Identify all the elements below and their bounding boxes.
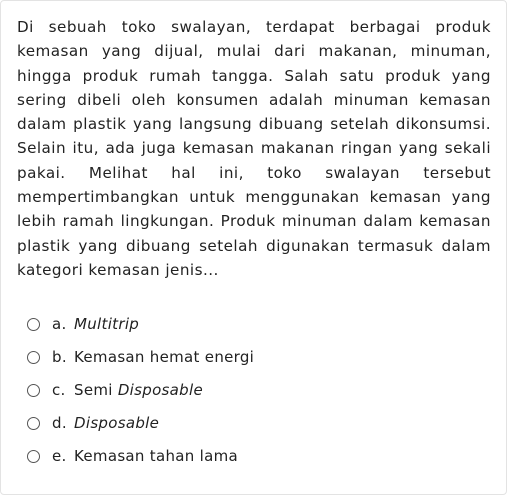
option-label [74,348,254,366]
option-label-plain: Kemasan tahan lama [74,447,239,465]
radio-button[interactable] [27,417,40,430]
option-letter: b. [52,348,67,366]
option-letter: c. [52,381,66,399]
option-label [74,447,238,465]
option-a[interactable] [27,312,254,336]
option-label-italic: Multitrip [74,315,140,333]
option-b[interactable] [27,345,254,369]
option-label-italic: Disposable [74,414,160,432]
option-label-italic: Disposable [117,381,203,399]
option-label-plain: Kemasan hemat energi [74,348,255,366]
option-label [74,381,203,399]
radio-button[interactable] [27,450,40,463]
radio-button[interactable] [27,384,40,397]
question-text: Di sebuah toko swalayan, terdapat berbagai produk kemasan yang dijual, mulai dari makanan, minuman, hingga produk rumah tangga. Salah satu produk yang sering dibeli oleh konsumen adalah minuman kemasan dalam plastik yang langsung dibuang setelah dikonsumsi. Selain itu, ada juga kemasan makanan ringan yang sekali pakai. Melihat hal ini, toko swalayan tersebut mempertimbangkan untuk menggunakan kemasan yang lebih ramah lingkungan. Produk minuman dalam kemasan plastik yang dibuang setelah digunakan termasuk dalam kategori kemasan jenis... [17,18,491,279]
option-letter: d. [52,414,67,432]
option-label-plain: Semi [74,381,118,399]
option-label [74,315,139,333]
option-d[interactable] [27,411,254,435]
answer-options [27,312,254,477]
option-e[interactable] [27,444,254,468]
option-label [74,414,159,432]
radio-button[interactable] [27,351,40,364]
option-c[interactable] [27,378,254,402]
option-letter: a. [52,315,67,333]
radio-button[interactable] [27,318,40,331]
option-letter: e. [52,447,67,465]
